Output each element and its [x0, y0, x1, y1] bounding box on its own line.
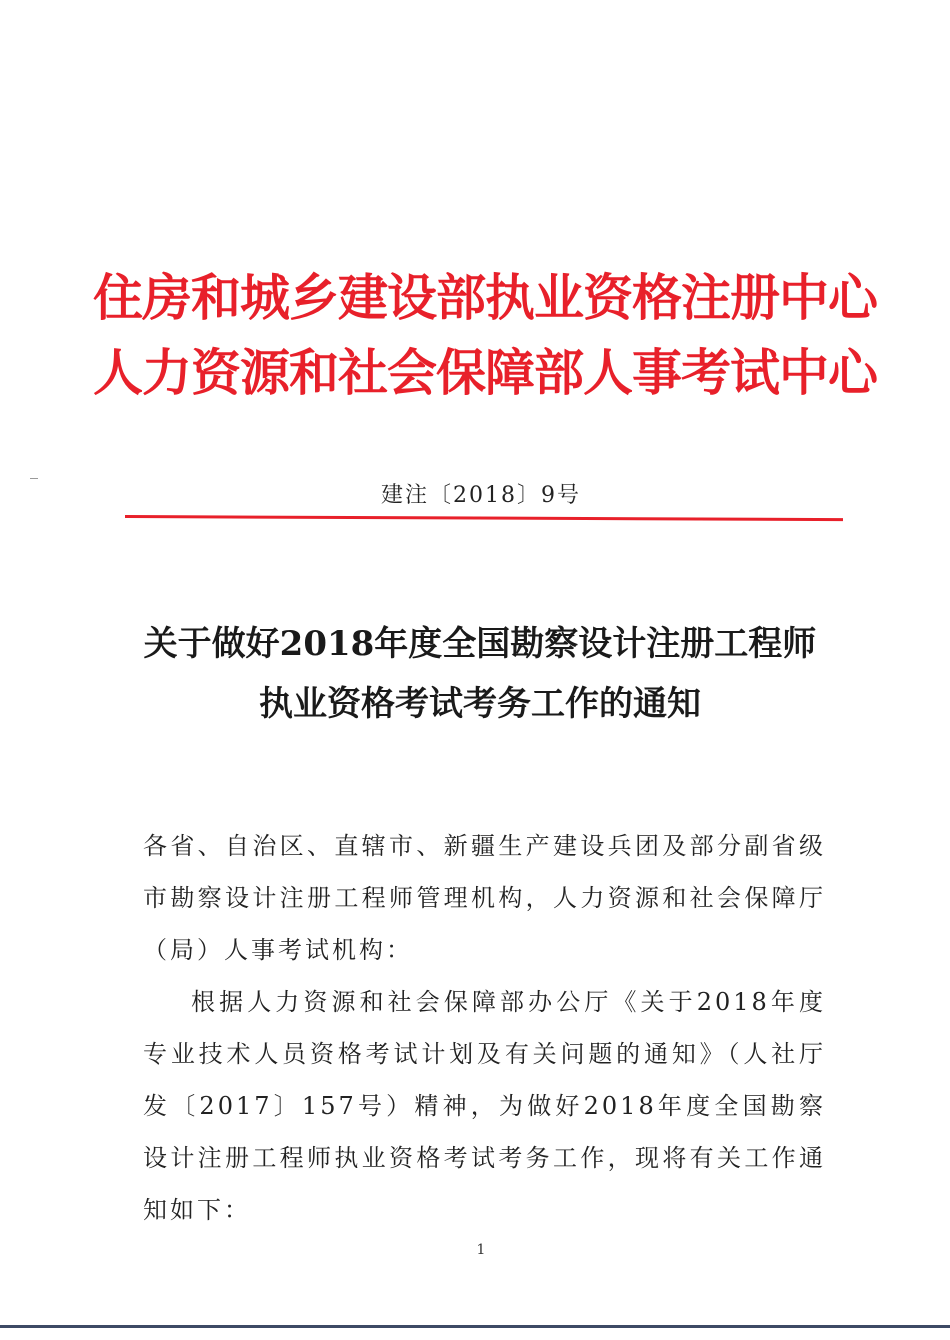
scan-bottom-edge [0, 1325, 950, 1328]
red-divider-line [125, 515, 843, 521]
notice-title-line-2: 执业资格考试考务工作的通知 [259, 684, 701, 724]
scan-artifact-mark [30, 478, 38, 479]
salutation: 各省、自治区、直辖市、新疆生产建设兵团及部分副省级市勘察设计注册工程师管理机构，人力资源和社会保障厅（局）人事考试机构： [143, 832, 826, 964]
body-paragraph: 根据人力资源和社会保障部办公厅《关于2018年度专业技术人员资格考试计划及有关问题的通知》（人社厅发〔2017〕157号）精神，为做好2018年度全国勘察设计注册工程师执业资格考试考务工作，现将有关工作通知如下： [143, 988, 826, 1224]
page-number: 1 [476, 1242, 486, 1258]
issuer-line-1: 住房和城乡建设部执业资格注册中心 [93, 268, 877, 327]
notice-title-line-1: 关于做好2018年度全国勘察设计注册工程师 [143, 624, 817, 664]
document-number: 建注〔2018〕9号 [381, 483, 581, 508]
issuer-line-2: 人力资源和社会保障部人事考试中心 [93, 343, 877, 402]
